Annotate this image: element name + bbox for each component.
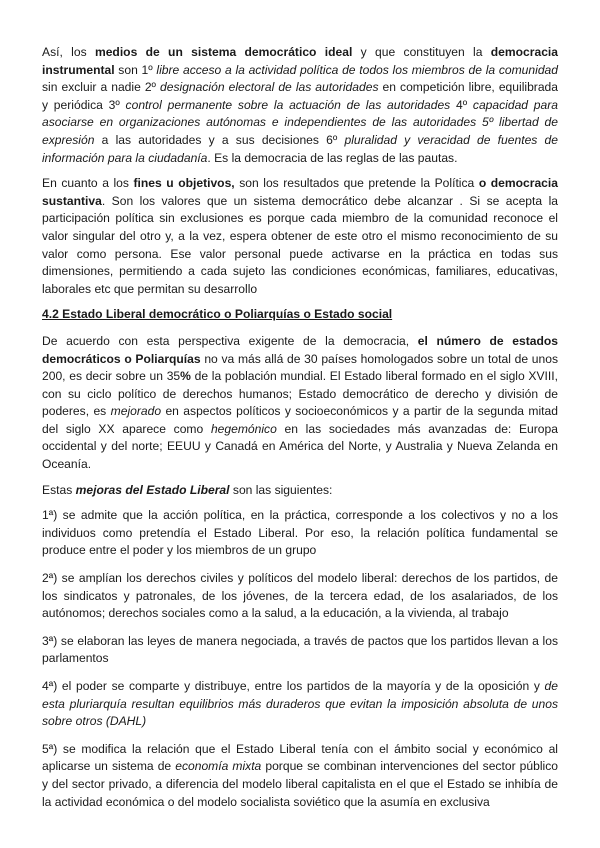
- list-item-text: 3ª) se elaboran las leyes de manera negociada, a través de pactos que los partidos llevan a los parlamentos: [42, 633, 558, 666]
- text-run: Estas: [42, 482, 76, 497]
- text-run: 4º: [450, 97, 473, 112]
- list-item-text: 5ª) se modifica la relación que el Estado Liberal tenía con el ámbito social y económico al aplicarse un sistema de: [42, 741, 558, 774]
- paragraph-democracia-sustantiva: [42, 175, 558, 298]
- bold-term: fines u objetivos,: [133, 176, 235, 191]
- text-run: en competición libre, equilibrada y periódica 3º: [42, 80, 558, 112]
- list-item-text: 2ª) se amplían los derechos civiles y políticos del modelo liberal: derechos de los partidos, de los sindicatos y patronales, de los jóvenes, de la tercera edad, de los asalariados, de los autónomos; derechos sociales como a la salud, a la educación, a la vivienda, al trabajo: [42, 571, 558, 621]
- text-run: a las autoridades y a sus decisiones 6º: [94, 132, 345, 147]
- bold-term: o democracia sustantiva: [42, 176, 558, 208]
- document-page: [42, 44, 558, 821]
- paragraph-mejoras-intro: [42, 482, 558, 500]
- text-run: De acuerdo con esta perspectiva exigente de la democracia,: [42, 333, 418, 348]
- text-run: . Es la democracia de las reglas de las pautas.: [207, 150, 458, 165]
- text-run: en las sociedades más avanzadas de: Europa occidental y del norte; EEUU y Canadá en América del Norte, y Australia y Nueva Zelanda en Oceanía.: [42, 421, 558, 472]
- italic-phrase: hegemónico: [210, 421, 277, 436]
- list-item: [42, 741, 558, 811]
- list-item: [42, 633, 558, 668]
- italic-phrase: mejorado: [110, 404, 162, 419]
- text-run: . Son los valores que un sistema democrático debe alcanzar . Si se acepta la participación política sin exclusiones es porque cada miembro de la comunidad reconoce el valor singular del otro y, a la vez, espera obtener de este otro el mismo reconocimiento de su valor como persona. Ese valor personal puede activarse en la práctica en todas sus dimensiones, permitiendo a cada sujeto las condiciones económicas, familiares, educativas, laborales etc que permitan su desarrollo: [42, 193, 558, 296]
- text-run: sin excluir a nadie 2º: [42, 80, 161, 95]
- section-heading: 4.2 Estado Liberal democrático o Poliarquías o Estado social: [42, 307, 393, 322]
- text-run: son las siguientes:: [229, 482, 333, 497]
- text-run: Así, los: [42, 45, 95, 59]
- italic-phrase: de esta pluriarquía resultan equilibrios más duraderos que evitan la imposición absoluta de unos sobre otros (DAHL): [42, 679, 558, 729]
- italic-phrase: libre acceso a la actividad política de todos los miembros de la comunidad: [156, 62, 558, 77]
- bold-term: el número de estados democráticos o Poliarquías: [42, 333, 558, 366]
- italic-phrase: control permanente sobre la actuación de las autoridades: [125, 97, 451, 112]
- list-item-text: porque se combinan intervenciones del sector público y del sector privado, a diferencia del modelo liberal capitalista en el que el Estado se inhibía de la actividad económica o del modelo socialista soviético que la asumía en exclusiva: [42, 759, 558, 809]
- text-run: en aspectos políticos y socioeconómicos y a partir de la segunda mitad del siglo XX aparece como: [42, 404, 558, 436]
- paragraph-democracia-instrumental: [42, 44, 558, 167]
- list-item: [42, 678, 558, 731]
- text-run: son los resultados que pretende la Política: [234, 176, 479, 191]
- text-run: son 1º: [114, 62, 157, 77]
- italic-phrase: economía mixta: [175, 759, 262, 774]
- text-run: de la población mundial. El Estado liberal formado en el siglo XVIII, con su ciclo político de derechos humanos; Estado democrático de derecho y división de poderes, es: [42, 369, 558, 419]
- text-run: En cuanto a los: [42, 176, 134, 191]
- bold-term: %: [180, 369, 191, 384]
- italic-phrase: capacidad para asociarse en organizaciones autónomas e independientes de las autoridades 5º libertad de expresión: [42, 97, 558, 147]
- list-item: [42, 570, 558, 623]
- bold-term: medios de un sistema democrático ideal: [94, 45, 353, 59]
- italic-phrase: designación electoral de las autoridades: [160, 80, 379, 95]
- bold-term: democracia instrumental: [42, 45, 559, 77]
- italic-phrase: pluralidad y veracidad de fuentes de información para la ciudadanía: [42, 132, 558, 165]
- bold-italic-term: mejoras del Estado Liberal: [75, 482, 230, 497]
- mejoras-list: [42, 507, 558, 811]
- text-run: y que constituyen la: [352, 45, 491, 59]
- list-item-text: 1ª) se admite que la acción política, en la práctica, corresponde a los colectivos y no a los individuos como pretendía el Estado Liberal. Por eso, la relación política fundamental se produce entre el poder y los miembros de un grupo: [42, 508, 558, 558]
- list-item: [42, 507, 558, 560]
- paragraph-poliarquias: [42, 333, 558, 474]
- list-item-text: 4ª) el poder se comparte y distribuye, entre los partidos de la mayoría y de la oposición y: [42, 679, 545, 693]
- text-run: no va más allá de 30 países homologados sobre un total de unos 200, es decir sobre un 35: [42, 351, 558, 384]
